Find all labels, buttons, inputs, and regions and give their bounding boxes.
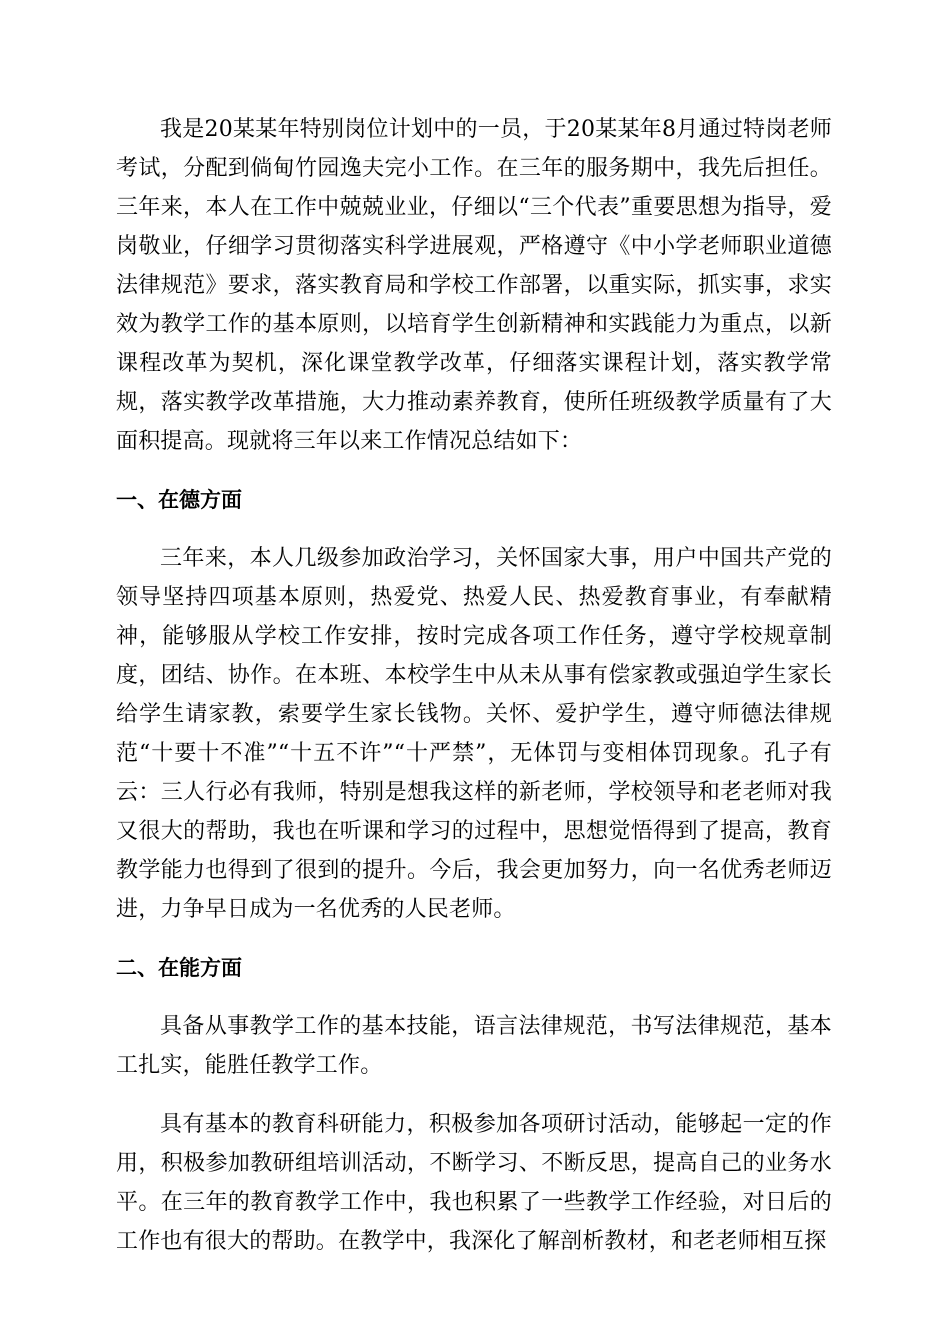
morality-paragraph: 三年来，本人几级参加政治学习，关怀国家大事，用户中国共产党的领导坚持四项基本原则，热爱党、热爱人民、热爱教育事业，有奉献精神，能够服从学校工作安排，按时完成各项工作任务，遵守学校规章制度，团结、协作。在本班、本校学生中从未从事有偿家教或强迫学生家长给学生请家教，索要学生家长钱物。关怀、爱护学生，遵守师德法律规范“十要十不准”“十五不许”“十严禁”，无体罚与变相体罚现象。孔子有云：三人行必有我师，特别是想我这样的新老师，学校领导和老老师对我又很大的帮助，我也在听课和学习的过程中，思想觉悟得到了提高，教育教学能力也得到了很到的提升。今后，我会更加努力，向一名优秀老师迈进，力争早日成为一名优秀的人民老师。 [116,546,832,922]
ability-paragraph-1: 具备从事教学工作的基本技能，语言法律规范，书写法律规范，基本工扎实，能胜任教学工作。 [116,1014,832,1078]
ability-paragraph-2: 具有基本的教育科研能力，积极参加各项研讨活动，能够起一定的作用，积极参加教研组培训活动，不断学习、不断反思，提高自己的业务水平。在三年的教育教学工作中，我也积累了一些教学工作经验，对日后的工作也有很大的帮助。在教学中，我深化了解剖析教材，和老老师相互探 [116,1112,832,1254]
section-heading-ability: 二、在能方面 [116,956,242,980]
intro-paragraph: 我是20某某年特别岗位计划中的一员，于20某某年8月通过特岗老师考试，分配到倘甸竹园逸夫完小工作。在三年的服务期中，我先后担任。三年来，本人在工作中兢兢业业，仔细以“三个代表”重要思想为指导，爱岗敬业，仔细学习贯彻落实科学进展观，严格遵守《中小学老师职业道德法律规范》要求，落实教育局和学校工作部署，以重实际，抓实事，求实效为教学工作的基本原则，以培育学生创新精神和实践能力为重点，以新课程改革为契机，深化课堂教学改革，仔细落实课程计划，落实教学常规，落实教学改革措施，大力推动素养教育，使所任班级教学质量有了大面积提高。现就将三年以来工作情况总结如下： [116,117,832,454]
document-body [116,110,832,1281]
section-heading-morality: 一、在德方面 [116,488,242,512]
